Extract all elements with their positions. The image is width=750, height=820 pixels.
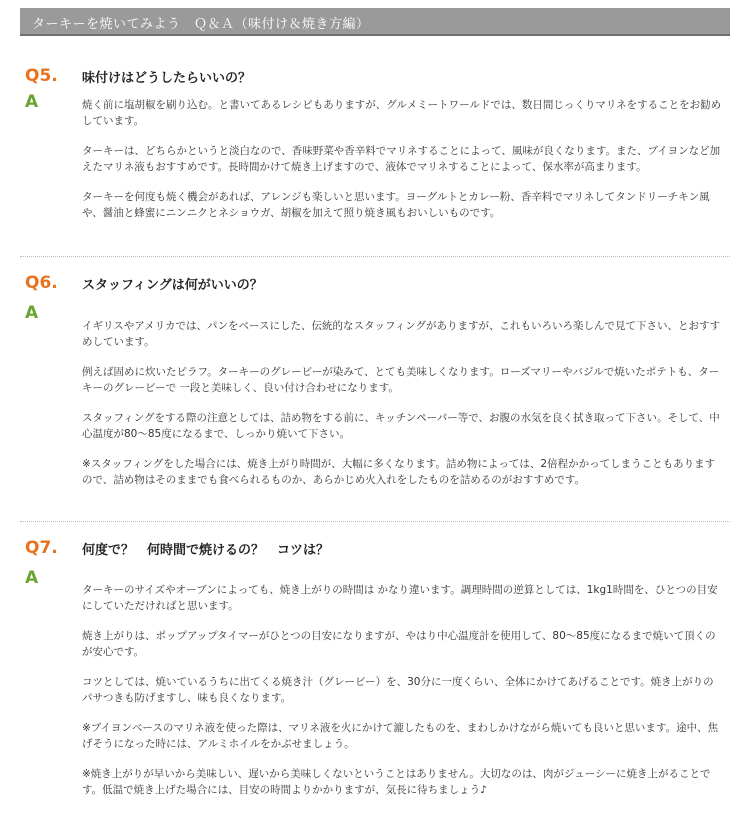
answer-paragraph: コツとしては、焼いているうちに出てくる焼き汁（グレービー）を、30分に一度くらい、全体にかけてあげることです。焼き上がりのパサつきも防げますし、味も良くなります。: [82, 676, 714, 704]
section-divider: [20, 256, 730, 257]
question-number: Q7.: [25, 538, 58, 558]
page-header: [20, 8, 730, 36]
question-text: 何度で？ 何時間で焼けるの？ コツは？: [82, 543, 330, 558]
answer-paragraph: ターキーを何度も焼く機会があれば、アレンジも楽しいと思います。ヨーグルトとカレー粉、香辛料でマリネしてタンドリーチキン風や、醤油と蜂蜜にニンニクとネショウガ、胡椒を加えて照り焼き風もおいしいものです。: [82, 191, 710, 219]
answer-paragraph: 例えば固めに炊いたピラフ。ターキーのグレービーが染みて、とても美味しくなります。ローズマリーやバジルで焼いたポテトも、ターキーのグレービーで 一段と美味しく、良い付け合わせになります。: [82, 366, 720, 394]
answer-paragraph: ※スタッフィングをした場合には、焼き上がり時間が、大幅に多くなります。詰め物によっては、2倍程かかってしまうこともありますので、詰め物はそのままでも食べられるものか、あらかじめ火入れをしたものを詰めるのがおすすめです。: [82, 458, 716, 486]
answer-paragraph: 焼く前に塩胡椒を刷り込む。と書いてあるレシピもありますが、グルメミートワールドでは、数日間じっくりマリネをすることをお勧めしています。: [82, 99, 722, 127]
answer-body: [82, 97, 722, 235]
answer-paragraph: スタッフィングをする際の注意としては、詰め物をする前に、キッチンペーパー等で、お腹の水気を良く拭き取って下さい。そして、中心温度が80～85度になるまで、しっかり焼いて下さい。: [82, 412, 720, 440]
section-divider: [20, 521, 730, 522]
answer-paragraph: ※ブイヨンベースのマリネ液を使った際は、マリネ液を火にかけて漉したものを、まわしかけながら焼いても良いと思います。途中、焦げそうになった時には、アルミホイルをかぶせましょう。: [82, 722, 719, 750]
answer-mark: A: [25, 92, 39, 112]
question-number: Q5.: [25, 66, 58, 86]
question-text: スタッフィングは何がいいの？: [82, 278, 263, 293]
answer-paragraph: ※焼き上がりが早いから美味しい、遅いから美味しくないということはありません。大切なのは、肉がジューシーに焼き上がることです。低温で焼き上げた場合には、目安の時間よりかかりますが、気長に待ちましょう♪: [82, 768, 711, 796]
page-title: ターキーを焼いてみよう Ｑ＆Ａ（味付け＆焼き方編）: [32, 17, 370, 32]
answer-mark: A: [25, 568, 39, 588]
answer-paragraph: ターキーは、どちらかというと淡白なので、香味野菜や香辛料でマリネすることによって、風味が良くなります。また、ブイヨンなど加えたマリネ液もおすすめです。長時間かけて焼き上げますので、液体でマリネすることによって、保水率が高まります。: [82, 145, 721, 173]
question-number: Q6.: [25, 273, 58, 293]
answer-body: [82, 582, 722, 812]
answer-paragraph: 焼き上がりは、ポップアップタイマーがひとつの目安になりますが、やはり中心温度計を使用して、80～85度になるまで焼いて頂くのが安心です。: [82, 630, 716, 658]
question-text: 味付けはどうしたらいいの？: [82, 71, 252, 86]
answer-mark: A: [25, 303, 39, 323]
answer-paragraph: イギリスやアメリカでは、パンをベースにした、伝統的なスタッフィングがありますが、これもいろいろ楽しんで見て下さい、とおすすめしています。: [82, 320, 721, 348]
answer-body: [82, 318, 722, 502]
answer-paragraph: ターキーのサイズやオーブンによっても、焼き上がりの時間は かなり違います。調理時間の逆算としては、1kg1時間を、ひとつの目安にしていただければと思います。: [82, 584, 718, 612]
